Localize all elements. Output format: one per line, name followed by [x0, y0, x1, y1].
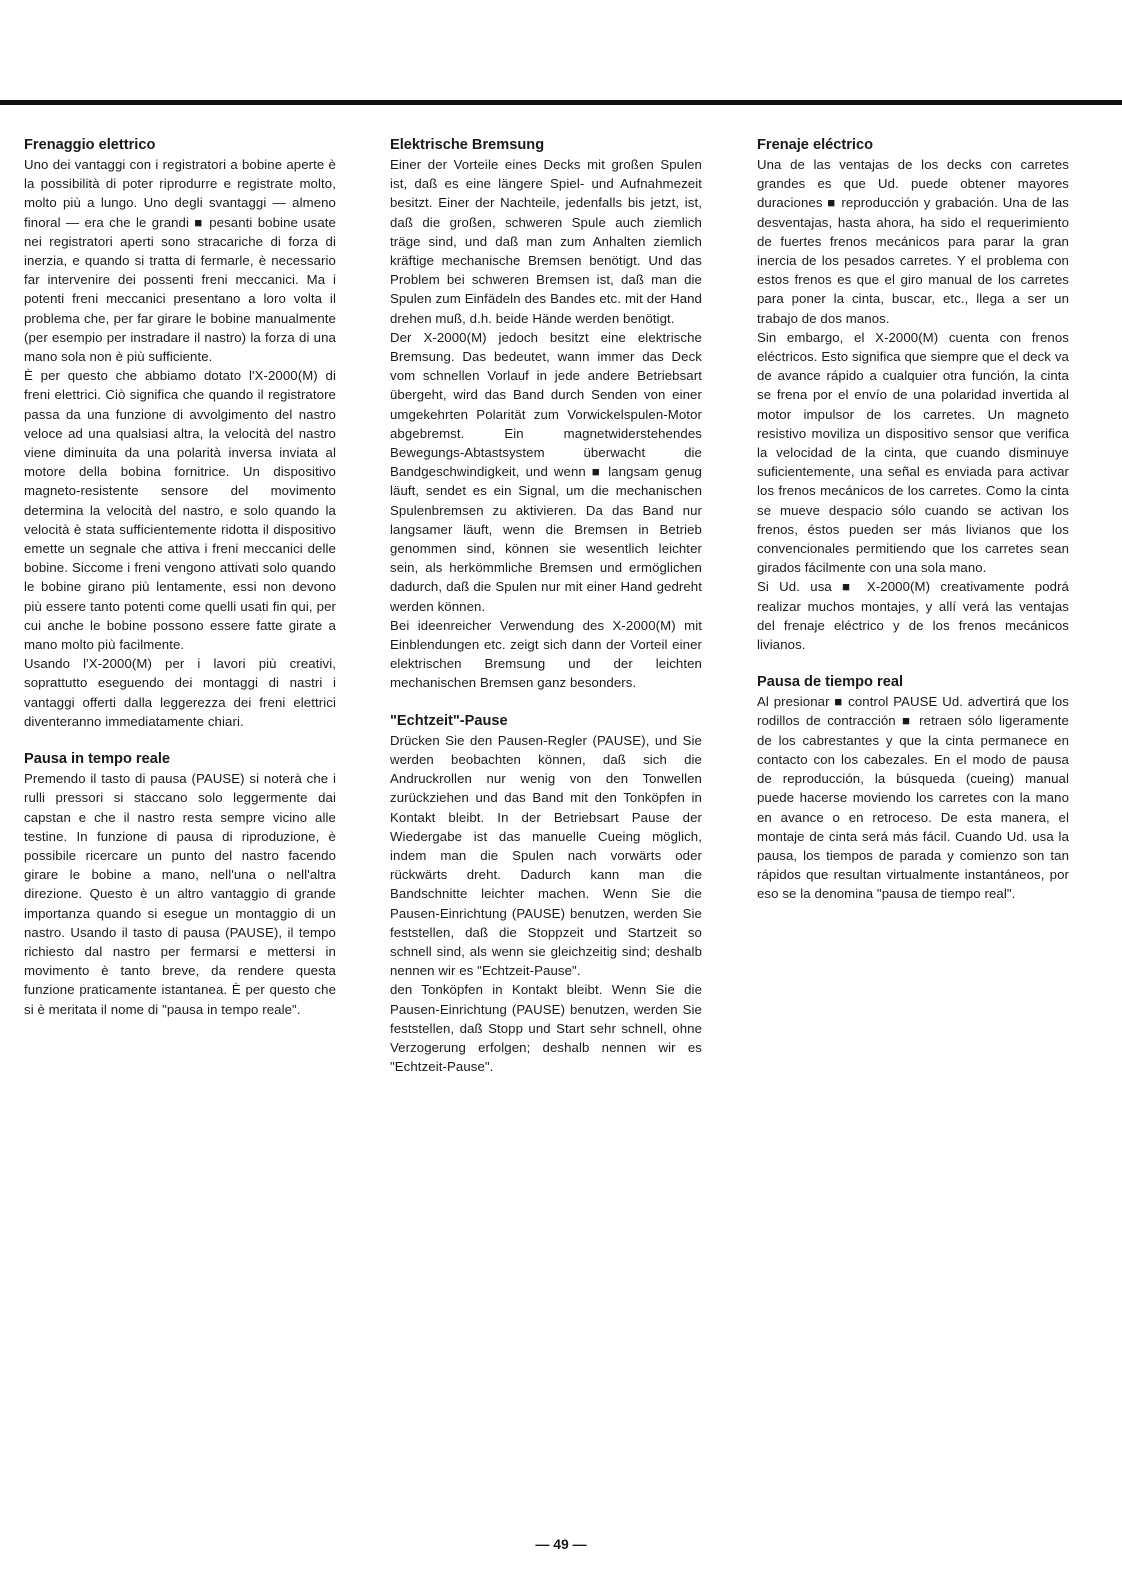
paragraph: Una de las ventajas de los decks con carretes grandes es que Ud. puede obtener mayores duraciones ■ reproducción y grabación. Una de las desventajas, hasta ahora, ha sido el requerimiento de fuertes frenos mecánicos para parar la gran inercia de los pesados carretes. Y el problema con estos frenos es que el giro manual de los carretes para poner la cinta, buscar, etc., llega a ser un trabajo de dos manos.: [757, 157, 1069, 326]
section-pausa-tempo-reale: [24, 750, 336, 1019]
heading-frenaggio-elettrico: Frenaggio elettrico: [24, 137, 156, 153]
top-rule: [0, 100, 1122, 105]
heading-echtzeit-pause: "Echtzeit"-Pause: [390, 712, 508, 729]
heading-elektrische-bremsung: Elektrische Bremsung: [390, 137, 545, 153]
paragraph: Einer der Vorteile eines Decks mit großen Spulen ist, daß es eine längere Spiel- und Aufnahmezeit besitzt. Einer der Nachteile, jedenfalls bis jetzt, ist, daß die großen, schweren Spule auch ziemlich träge sind, und daß man zum Anhalten ziemlich kräftige mechanische Bremsen benötigt. Und das Problem bei schweren Bremsen ist, daß man die Spulen zum Einfädeln des Bandes etc. mit der Hand drehen muß, d.h. beide Hände werden benötigt.: [390, 157, 702, 326]
column-spanish: [757, 136, 1069, 923]
paragraph: Usando l'X-2000(M) per i lavori più creativi, soprattutto eseguendo dei montaggi di nastri i vantaggi offerti dalla leggerezza dei freni elettrici diventeranno immediatamente chiari.: [24, 656, 336, 729]
section-echtzeit-pause: [390, 712, 702, 1077]
heading-frenaje-electrico: Frenaje eléctrico: [757, 137, 873, 153]
paragraph: È per questo che abbiamo dotato l'X-2000(M) di freni elettrici. Ciò significa che quando il registratore passa da una funzione di avvolgimento del nastro veloce ad una qualsiasi altra, la velocità del nastro viene diminuita da una polarità inversa inviata al motore della bobina fornitrice. Un dispositivo magneto-resistente sensore del movimento determina la velocità del nastro, e solo quando la velocità è stata sufficientemente ridotta il dispositivo emette un segnale che attiva i freni meccanici delle bobine. Siccome i freni vengono attivati solo quando le bobine girano più lentamente, essi non devono più essere tanto potenti come quelli usati fin qui, per cui anche le bobine possono essere fatte girate a mano molto più facilmente.: [24, 368, 336, 653]
paragraph: Sin embargo, el X-2000(M) cuenta con frenos eléctricos. Esto significa que siempre que el deck va de avance rápido a cualquier otra función, la cinta se frena por el envío de una polaridad invertida al motor impulsor de los carretes. Un magneto resistivo moviliza un dispositivo sensor que verifica la velocidad de la cinta, que cuando disminuye suficientemente, una señal es enviada para activar los frenos mecánicos de los carretes. Como la cinta se mueve despacio sólo cuando se activan los frenos, éstos pueden ser más livianos que los convencionales permitiendo que los carretes sean girados fácilmente con una sola mano.: [757, 329, 1069, 576]
paragraph: Bei ideenreicher Verwendung des X-2000(M) mit Einblendungen etc. zeigt sich dann der Vorteil einer elektrischen Bremsung und der leichten mechanischen Bremsen ganz besonders.: [390, 617, 702, 691]
paragraph: Si Ud. usa ■ X-2000(M) creativamente podrá realizar muchos montajes, y allí verá las ventajas del frenaje eléctrico y de los frenos mecánicos livianos.: [757, 579, 1069, 653]
section-frenaje-electrico: [757, 136, 1069, 654]
heading-pausa-tiempo-real: Pausa de tiempo real: [757, 674, 903, 691]
paragraph: Drücken Sie den Pausen-Regler (PAUSE), und Sie werden beobachten können, daß sich die Andruckrollen nur wenig von den Tonwellen zurückziehen und das Band mit den Tonköpfen in Kontakt bleibt. In der Betriebsart Pause der Wiedergabe ist das manuelle Cueing möglich, indem man die Spulen nach vorwärts oder rückwärts dreht. Dadurch kann man die Bandschnitte leichter machen. Wenn Sie die Pausen-Einrichtung (PAUSE) benutzen, werden Sie feststellen, daß die Stoppzeit und Startzeit so schnell sind, als wenn sie gleichzeitig sind; deshalb nennen wir es "Echtzeit-Pause".: [390, 732, 702, 979]
paragraph: Uno dei vantaggi con i registratori a bobine aperte è la possibilità di poter riprodurre e registrate molto, molto più a lungo. Uno degli svantaggi — almeno finoral — era che le grandi ■ pesanti bobine usate nei registratori aperti sono stracariche di forza di inerzia, e quando si tratta di fermarle, è necessario far intervenire dei possenti freni meccanici. Ma i potenti freni meccanici presentano a loro volta il problema che, per far girare le bobine manualmente (per esempio per instradare il nastro) la forza di una mano sola non è più sufficiente.: [24, 157, 336, 365]
paragraph: den Tonköpfen in Kontakt bleibt. Wenn Sie die Pausen-Einrichtung (PAUSE) benutzen, werden Sie feststellen, daß Stopp und Start sehr schnell, ohne Verzogerung erfolgen; deshalb nennen wir es "Echtzeit-Pause".: [390, 982, 702, 1075]
heading-pausa-tempo-reale: Pausa in tempo reale: [24, 751, 170, 768]
section-pausa-tiempo-real: [757, 673, 1069, 903]
section-frenaggio-elettrico: [24, 136, 336, 731]
section-elektrische-bremsung: [390, 136, 702, 693]
column-german: [390, 136, 702, 1095]
paragraph: Al presionar ■ control PAUSE Ud. advertirá que los rodillos de contracción ■ retraen sólo ligeramente de los cabrestantes y que la cinta permanece en contacto con los cabezales. En el modo de pausa de reproducción, la búsqueda (cueing) manual puede hacerse moviendo los carretes con la mano en avance o en retroceso. De esta manera, el montaje de cinta será más fácil. Cuando Ud. usa la pausa, los tiempos de parada y comienzo son tan rápidos que resultan virtualmente instantáneos, por eso se la denomina "pausa de tiempo real".: [757, 694, 1069, 902]
paragraph: Premendo il tasto di pausa (PAUSE) si noterà che i rulli pressori si staccano solo leggermente dai capstan e che il nastro resta sempre vicino alle testine. In funzione di pausa di riproduzione, è possibile ricercare un punto del nastro facendo girare le bobine a mano, nell'una o nell'altra direzione. Questo è un altro vantaggio di grande importanza quando si esegue un montaggio di un nastro. Usando il tasto di pausa (PAUSE), il tempo richiesto dal nastro per fermarsi e mettersi in movimento è tanto breve, da rendere questa funzione praticamente istantanea. È per questo che si è meritata il nome di "pausa in tempo reale".: [24, 771, 336, 1017]
paragraph: Der X-2000(M) jedoch besitzt eine elektrische Bremsung. Das bedeutet, wann immer das Deck vom schnellen Vorlauf in jede andere Betriebsart übergeht, wird das Band durch Senden von einer umgekehrten Polarität zum Vorwickelspulen-Motor abgebremst. Ein magnetwiderstehendes Bewegungs-Abtastsystem überwacht die Bandgeschwindigkeit, und wenn ■ langsam genug läuft, sendet es ein Signal, um die mechanischen Spulenbremsen zu aktivieren. Da das Band nur langsamer läuft, wenn die Bremsen in Betrieb genommen sind, können sie wesentlich leichter sein, als herkömmliche Bremsen und ermöglichen dadurch, daß die Spulen nur mit einer Hand gedreht werden können.: [390, 329, 702, 614]
page-number: — 49 —: [535, 1536, 587, 1552]
column-italian: [24, 136, 336, 1038]
